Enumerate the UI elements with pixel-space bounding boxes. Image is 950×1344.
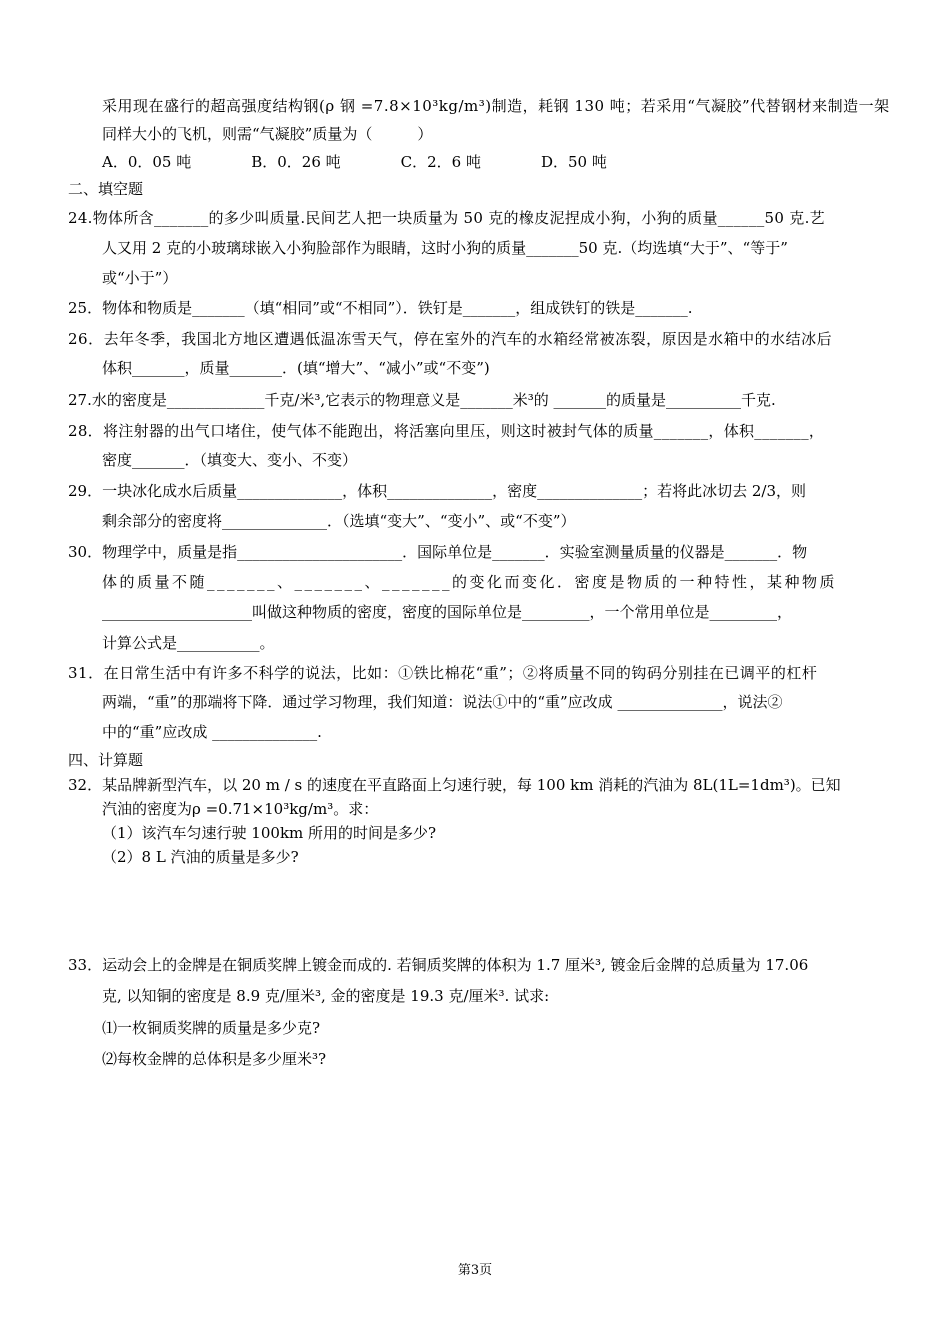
text-line: ____________________叫做这种物质的密度，密度的国际单位是_________，一个常用单位是_________， bbox=[102, 603, 793, 621]
question-32: 32．某品牌新型汽车，以 20 m / s 的速度在平直路面上匀速行驶，每 100 km 消耗的汽油为 8L(1L=1dm³)。已知 bbox=[68, 776, 841, 794]
text-line: 密度_______．（填变大、变小、不变） bbox=[102, 451, 358, 469]
text-line: 体的质量不随_______、_______、_______的变化而变化．密度是物质的一种特性，某种物质 bbox=[102, 573, 838, 591]
text-line: 人又用 2 克的小玻璃球嵌入小狗脸部作为眼睛，这时小狗的质量_______50 克.（均选填“大于”、“等于” bbox=[102, 239, 788, 257]
text-line: 同样大小的飞机，则需“气凝胶”质量为（ ） bbox=[102, 125, 433, 143]
question-33: 33．运动会上的金牌是在铜质奖牌上镀金而成的. 若铜质奖牌的体积为 1.7 厘米³, 镀金后金牌的总质量为 17.06 bbox=[68, 956, 809, 974]
text-line: 克, 以知铜的密度是 8.9 克/厘米³, 金的密度是 19.3 克/厘米³. 试求: bbox=[102, 987, 550, 1005]
question-30: 30．物理学中，质量是指______________________．国际单位是_______．实验室测量质量的仪器是_______．物 bbox=[68, 543, 808, 561]
sub-question: ⑵每枚金牌的总体积是多少厘米³? bbox=[102, 1050, 327, 1068]
sub-question: ⑴一枚铜质奖牌的质量是多少克? bbox=[102, 1019, 321, 1037]
text-line: 中的“重”应改成 ______________. bbox=[102, 723, 322, 741]
sub-question: （1）该汽车匀速行驶 100km 所用的时间是多少? bbox=[102, 824, 437, 842]
page-number: 第3页 bbox=[457, 1263, 493, 1278]
sub-question: （2）8 L 汽油的质量是多少? bbox=[102, 848, 299, 866]
text-line: 汽油的密度为ρ =0.71×10³kg/m³。求： bbox=[102, 800, 379, 818]
question-31: 31．在日常生活中有许多不科学的说法，比如：①铁比棉花“重”；②将质量不同的钩码分别挂在已调平的杠杆 bbox=[68, 664, 818, 682]
text-line: 采用现在盛行的超高强度结构钢(ρ 钢 =7.8×10³kg/m³)制造，耗钢 130 吨；若采用“气凝胶”代替钢材来制造一架 bbox=[102, 97, 890, 115]
section-heading: 四、计算题 bbox=[68, 751, 144, 769]
text-line: 体积_______，质量_______．(填“增大”、“减小”或“不变”) bbox=[102, 359, 490, 377]
question-26: 26．去年冬季，我国北方地区遭遇低温冻雪天气，停在室外的汽车的水箱经常被冻裂，原因是水箱中的水结冰后 bbox=[68, 330, 833, 348]
question-25: 25．物体和物质是_______（填“相同”或“不相同”）．铁钉是_______，组成铁钉的铁是_______. bbox=[68, 299, 693, 317]
text-line: 或“小于”） bbox=[102, 269, 178, 287]
section-heading: 二、填空题 bbox=[68, 180, 144, 198]
answer-options: A．0．05 吨 B．0．26 吨 C．2．6 吨 D．50 吨 bbox=[102, 153, 607, 171]
text-line: 两端，“重”的那端将下降．通过学习物理，我们知道：说法①中的“重”应改成 ______________，说法② bbox=[102, 693, 783, 711]
question-24: 24.物体所含_______的多少叫质量.民间艺人把一块质量为 50 克的橡皮泥捏成小狗，小狗的质量______50 克.艺 bbox=[68, 209, 825, 227]
text-line: 计算公式是___________。 bbox=[102, 634, 275, 652]
text-line: 剩余部分的密度将______________．（选填“变大”、“变小”、或“不变”） bbox=[102, 512, 576, 530]
question-27: 27.水的密度是_____________千克/米³,它表示的物理意义是_______米³的 _______的质量是__________千克. bbox=[68, 391, 776, 409]
question-28: 28．将注射器的出气口堵住，使气体不能跑出，将活塞向里压，则这时被封气体的质量_______，体积_______， bbox=[68, 422, 825, 440]
question-29: 29．一块冰化成水后质量______________，体积______________，密度______________；若将此冰切去 2/3，则 bbox=[68, 482, 806, 500]
